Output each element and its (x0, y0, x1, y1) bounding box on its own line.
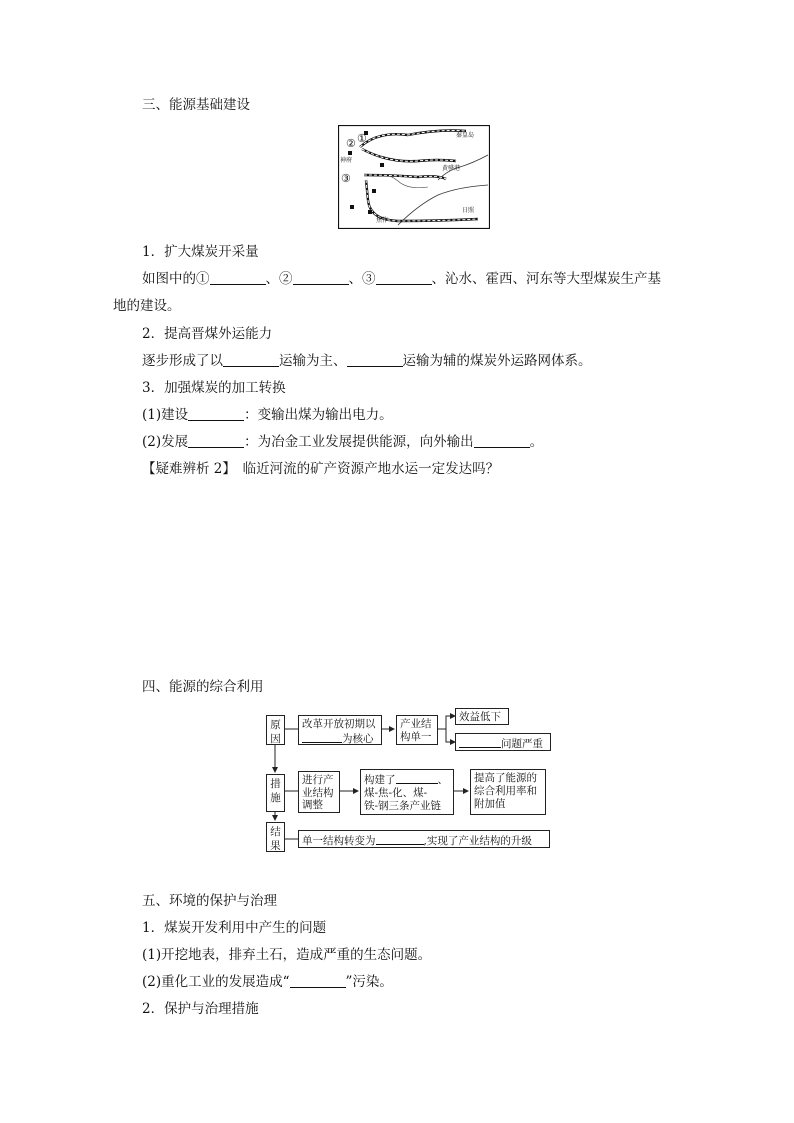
map-label-1: ① (357, 132, 367, 145)
blank-field[interactable] (210, 270, 266, 285)
flow-result-box (298, 830, 550, 848)
text: 。 (529, 434, 544, 450)
flow-improve: 提高了能源的综合利用率和附加值 (470, 769, 546, 815)
text: (1)建设 (142, 407, 189, 423)
flow-reason: 原因 (266, 715, 285, 745)
item3-sub1 (142, 405, 393, 425)
section5-sub1: (1)开挖地表，排弃土石，造成严重的生态问题。 (142, 947, 432, 963)
blank-field[interactable] (290, 973, 346, 988)
question: 【疑难辨析 2】 临近河流的矿产资源产地水运一定发达吗？ (142, 461, 500, 477)
text: (2)重化工业的发展造成“ (142, 974, 290, 990)
section5-heading: 五、环境的保护与治理 (142, 893, 277, 909)
item3-title: 3．加强煤炭的加工转换 (142, 380, 286, 396)
text: ”污染。 (345, 974, 393, 990)
map-label-2: ② (346, 137, 356, 150)
text: 改革开放初期以 (302, 718, 376, 730)
text: ：变输出煤为输出电力。 (244, 407, 393, 423)
flow-problem (455, 733, 551, 751)
text: 运输为辅的煤炭外运路网体系。 (402, 353, 592, 369)
text: 单一结构转变为 (302, 835, 376, 847)
map-label-huanghua: 黄骅港 (442, 165, 461, 172)
text: 、 (437, 774, 448, 786)
text: ,实现了产业结构的升级 (423, 835, 532, 847)
text: 、② (265, 271, 293, 287)
text: ：为冶金工业发展提供能源，向外输出 (244, 434, 474, 450)
section5-sub2 (142, 972, 393, 992)
text: 构建了 (364, 774, 396, 786)
blank-field[interactable] (223, 352, 279, 367)
text: 逐步形成了以 (142, 353, 223, 369)
map-label-jiaozuo: 焦作 (376, 217, 389, 224)
text: (2)发展 (142, 434, 189, 450)
section3-heading: 三、能源基础建设 (142, 97, 250, 113)
blank-field[interactable] (347, 352, 403, 367)
item3-sub2 (142, 432, 543, 452)
blank-field[interactable] (474, 433, 530, 448)
flow-chain (360, 769, 454, 815)
flow-measure: 措施 (266, 774, 285, 812)
flow-reason-box (298, 715, 382, 745)
flow-adjust: 进行产业结构调整 (298, 771, 340, 813)
flow-low-benefit: 效益低下 (455, 708, 509, 725)
item2-line (142, 351, 592, 371)
blank-field[interactable] (376, 270, 432, 285)
flow-single-structure: 产业结构单一 (396, 715, 438, 745)
text: 、③ (348, 271, 376, 287)
blank-field[interactable] (188, 406, 244, 421)
text: 煤-焦-化、煤- (364, 787, 428, 799)
blank-field[interactable] (396, 772, 438, 784)
item1-line1 (142, 269, 661, 289)
text: 、沁水、霍西、河东等大型煤炭生产基 (431, 271, 661, 287)
map-label-shenfu: 神府 (340, 157, 353, 164)
map-label-rizhao: 日照 (462, 207, 475, 214)
railway-map (338, 125, 490, 229)
section4-heading: 四、能源的综合利用 (142, 679, 264, 695)
text: 问题严重 (501, 738, 543, 750)
blank-field[interactable] (302, 731, 342, 743)
blank-field[interactable] (188, 433, 244, 448)
blank-field[interactable] (459, 736, 501, 748)
map-label-3: ③ (341, 172, 351, 185)
text: 运输为主、 (279, 353, 347, 369)
item2-title: 2．提高晋煤外运能力 (142, 326, 273, 342)
text: 铁-钢三条产业链 (364, 800, 442, 812)
section5-item1-title: 1．煤炭开发利用中产生的问题 (142, 920, 327, 936)
item1-line2: 地的建设。 (113, 298, 181, 314)
flow-result: 结果 (266, 822, 285, 852)
text: 为核心 (342, 733, 374, 745)
map-label-qinhuangdao: 秦皇岛 (456, 132, 475, 139)
section5-item2-title: 2．保护与治理措施 (142, 1001, 259, 1017)
item1-title: 1．扩大煤炭开采量 (142, 244, 259, 260)
text: 如图中的① (142, 271, 210, 287)
blank-field[interactable] (376, 833, 424, 845)
blank-field[interactable] (293, 270, 349, 285)
